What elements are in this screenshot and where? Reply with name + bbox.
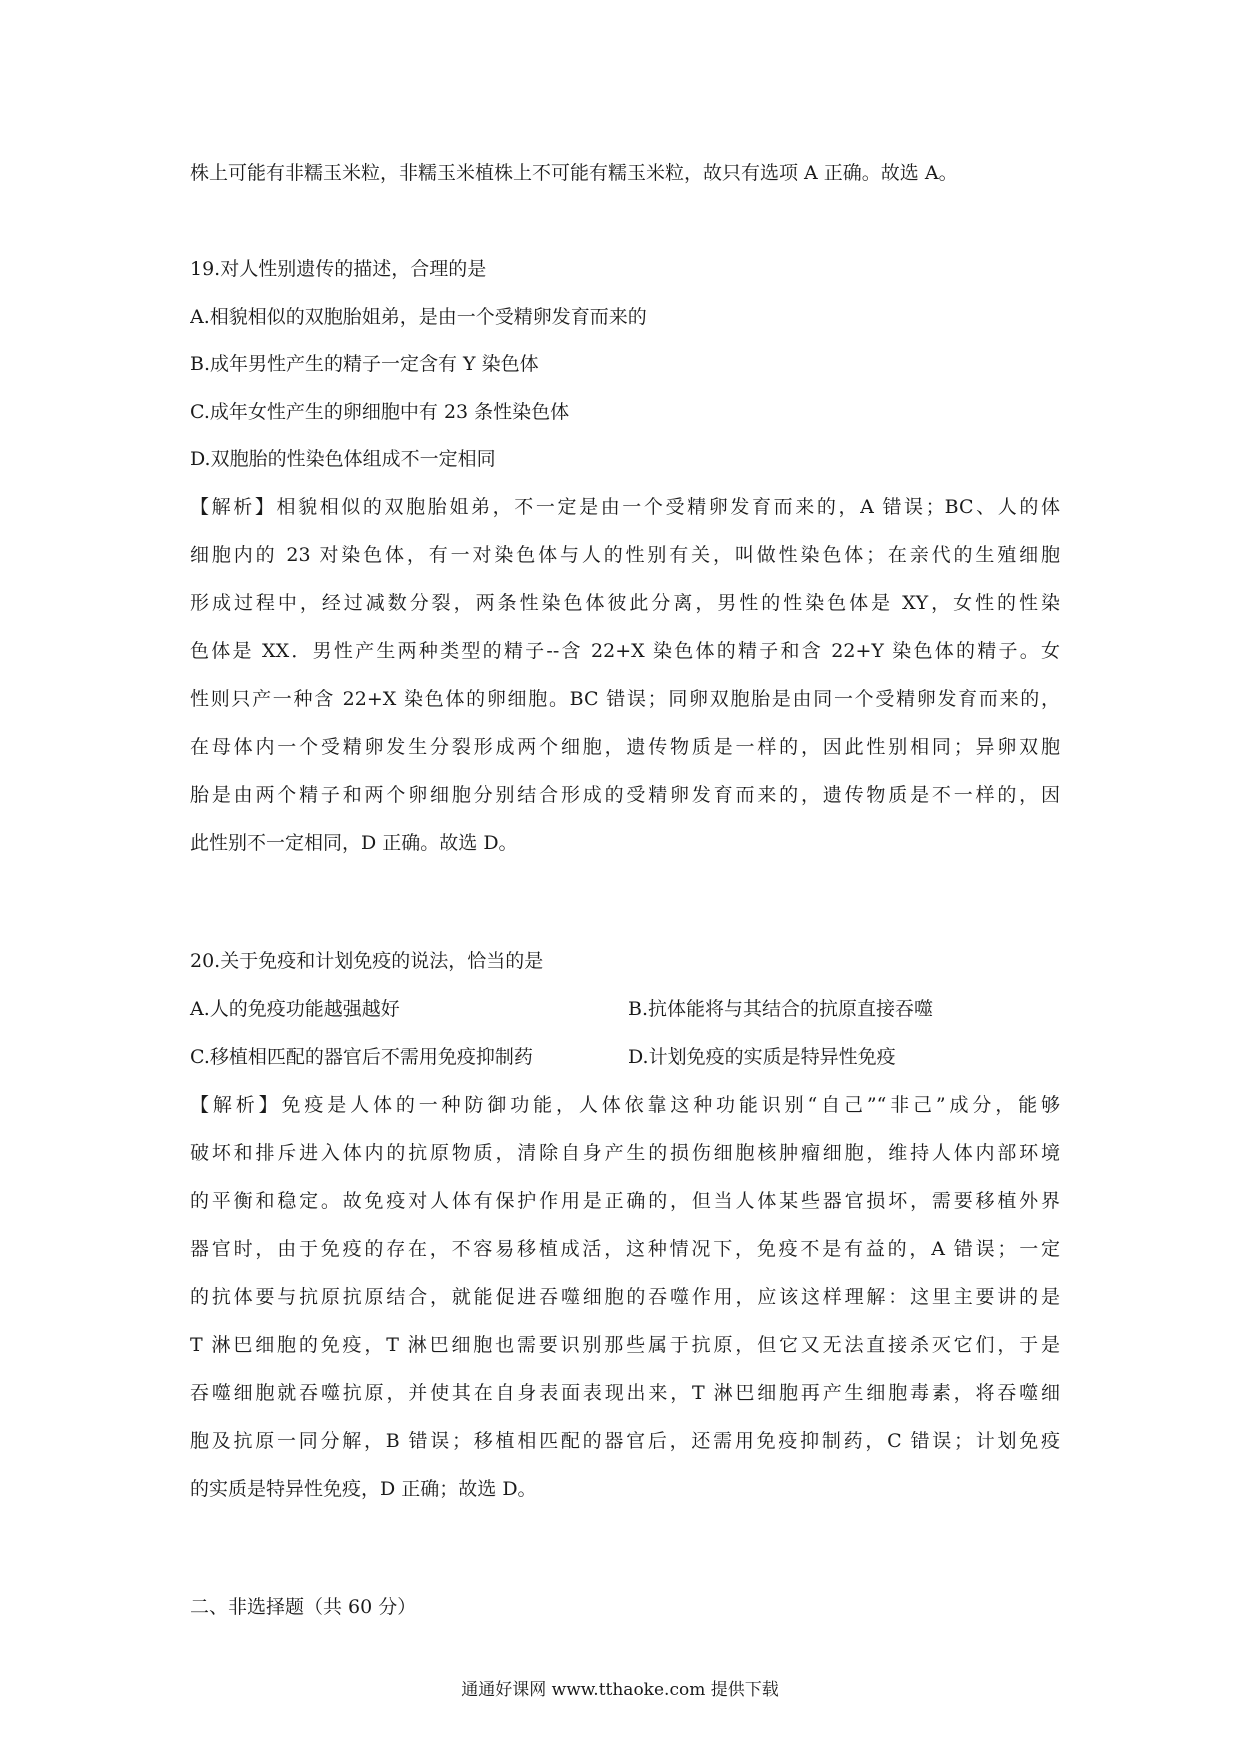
q20-analysis-line: 破坏和排斥进入体内的抗原物质，清除自身产生的损伤细胞核肿瘤细胞，维持人体内部环境: [190, 1142, 1060, 1164]
q19-analysis-line: 胎是由两个精子和两个卵细胞分别结合形成的受精卵发育而来的，遗传物质是不一样的，因: [190, 784, 1060, 806]
q20-analysis-line: 的抗体要与抗原抗原结合，就能促进吞噬细胞的吞噬作用，应该这样理解：这里主要讲的是: [190, 1286, 1060, 1308]
prev-answer-tail: 株上可能有非糯玉米粒，非糯玉米植株上不可能有糯玉米粒，故只有选项 A 正确。故选 A。: [190, 162, 958, 184]
q20-analysis-line: T 淋巴细胞的免疫，T 淋巴细胞也需要识别那些属于抗原，但它又无法直接杀灭它们，于是: [190, 1334, 1060, 1356]
q19-option-b: B.成年男性产生的精子一定含有 Y 染色体: [190, 353, 539, 375]
page-footer: 通通好课网 www.tthaoke.com 提供下载: [461, 1680, 779, 1700]
q19-analysis-line: 色体是 XX．男性产生两种类型的精子--含 22+X 染色体的精子和含 22+Y 染色体的精子。女: [190, 640, 1060, 662]
q20-option-b: B.抗体能将与其结合的抗原直接吞噬: [628, 998, 934, 1020]
q19-analysis-line: 形成过程中，经过减数分裂，两条性染色体彼此分离，男性的性染色体是 XY，女性的性染: [190, 592, 1060, 614]
q20-stem: 20.关于免疫和计划免疫的说法，恰当的是: [190, 950, 544, 972]
q20-analysis-line: 【解析】免疫是人体的一种防御功能，人体依靠这种功能识别“自己”“非己”成分，能够: [190, 1094, 1060, 1116]
q19-option-a: A.相貌相似的双胞胎姐弟，是由一个受精卵发育而来的: [190, 306, 647, 328]
q20-analysis-line: 的实质是特异性免疫，D 正确；故选 D。: [190, 1478, 537, 1500]
q20-option-c: C.移植相匹配的器官后不需用免疫抑制药: [190, 1046, 533, 1068]
q20-analysis-line: 器官时，由于免疫的存在，不容易移植成活，这种情况下，免疫不是有益的，A 错误；一定: [190, 1238, 1060, 1260]
q20-analysis-line: 胞及抗原一同分解，B 错误；移植相匹配的器官后，还需用免疫抑制药，C 错误；计划免疫: [190, 1430, 1060, 1452]
section-heading: 二、非选择题（共 60 分）: [190, 1596, 417, 1618]
q19-analysis-line: 在母体内一个受精卵发生分裂形成两个细胞，遗传物质是一样的，因此性别相同；异卵双胞: [190, 736, 1060, 758]
q19-analysis-line: 此性别不一定相同，D 正确。故选 D。: [190, 832, 518, 854]
q19-option-c: C.成年女性产生的卵细胞中有 23 条性染色体: [190, 401, 570, 423]
q19-analysis-line: 【解析】相貌相似的双胞胎姐弟，不一定是由一个受精卵发育而来的，A 错误；BC、人的体: [190, 496, 1060, 518]
q20-analysis-line: 吞噬细胞就吞噬抗原，并使其在自身表面表现出来，T 淋巴细胞再产生细胞毒素，将吞噬细: [190, 1382, 1060, 1404]
q19-analysis-line: 性则只产一种含 22+X 染色体的卵细胞。BC 错误；同卵双胞胎是由同一个受精卵发育而来的，: [190, 688, 1060, 710]
q20-analysis-line: 的平衡和稳定。故免疫对人体有保护作用是正确的，但当人体某些器官损坏，需要移植外界: [190, 1190, 1060, 1212]
q19-analysis-line: 细胞内的 23 对染色体，有一对染色体与人的性别有关，叫做性染色体；在亲代的生殖细胞: [190, 544, 1060, 566]
q20-option-d: D.计划免疫的实质是特异性免疫: [628, 1046, 896, 1068]
q20-option-a: A.人的免疫功能越强越好: [190, 998, 400, 1020]
q19-stem: 19.对人性别遗传的描述，合理的是: [190, 258, 487, 280]
q19-option-d: D.双胞胎的性染色体组成不一定相同: [190, 448, 496, 470]
